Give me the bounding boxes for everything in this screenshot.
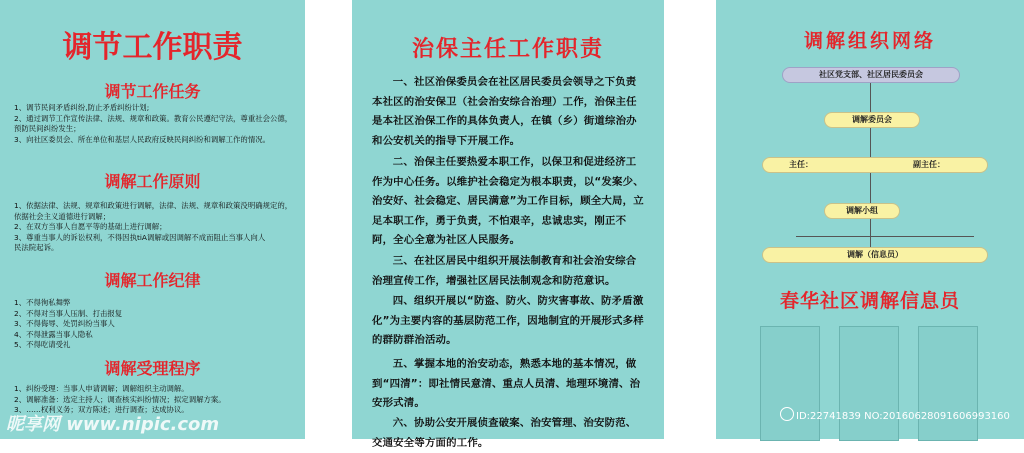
- watermark-id: ID:22741839 NO:20160628091606993160: [796, 411, 1010, 422]
- section-items: 1、不得徇私舞弊 2、不得对当事人压制、打击报复 3、不得侮辱、处罚纠纷当事人 4、不得泄露当事人隐私 5、不得吃请受礼: [14, 298, 123, 350]
- panel3-title: 调解组织网络: [803, 30, 936, 52]
- watermark-circle-icon: [780, 407, 794, 421]
- panel-security-director-duties: [352, 0, 664, 449]
- paragraph: 三、在社区居民中组织开展法制教育和社会治安综合治理宣传工作，增强社区居民法制观念和防范意识。: [372, 255, 637, 287]
- watermark-logo: 昵享网 www.nipic.com: [6, 414, 220, 435]
- org-node-directors: [762, 157, 988, 173]
- panel2-title: 治保主任工作职责: [411, 37, 604, 62]
- panel-mediation-duties: [0, 0, 305, 439]
- section-title: 调解工作纪律: [104, 271, 201, 290]
- section-items: 1、依据法律、法规、规章和政策进行调解，法律、法规、规章和政策没明确规定的，依据社会主义道德进行调解； 2、在双方当事人自愿平等的基础上进行调解； 3、尊重当事人的诉讼权利，不得因执tiA调解或因调解不成而阻止当事人向人 民法院起诉。: [14, 201, 293, 253]
- connector-line: [796, 236, 974, 237]
- paragraph: 四、组织开展以“防盗、防火、防灾害事故、防矛盾激化”为主要内容的基层防范工作，因地制宜的开展形式多样的群防群治活动。: [372, 295, 644, 347]
- org-node-group: 调解小组: [824, 203, 900, 219]
- photo-frame: [918, 326, 978, 441]
- section-title: 调节工作任务: [104, 82, 201, 101]
- deputy-label: 副主任：: [913, 160, 945, 169]
- org-node-committee: 调解委员会: [824, 112, 920, 128]
- paragraph: 五、掌握本地的治安动态，熟悉本地的基本情况，做到“四清”：即社情民意清、重点人员清、地理环境清、治安形式清。: [372, 358, 641, 410]
- org-node-party-branch: 社区党支部、社区居民委员会: [782, 67, 960, 83]
- org-node-informant: 调解（信息员）: [762, 247, 988, 263]
- paragraph: 六、协助公安开展侦查破案、治安管理、治安防范、交通安全等方面的工作。: [372, 417, 637, 449]
- panel1-title: 调节工作职责: [62, 30, 243, 65]
- paragraph: 二、治保主任要热爱本职工作，以保卫和促进经济工作为中心任务。以维护社会稳定为根本职责，以“发案少、治安好、社会稳定、居民满意”为工作目标，顾全大局，立足本职工作，勇于负责，不怕艰辛，忠诚忠实，刚正不阿，全心全意为社区人民服务。: [372, 156, 644, 247]
- director-label: 主任：: [789, 160, 813, 169]
- panel3-subtitle: 春华社区调解信息员: [779, 290, 960, 312]
- photo-frame: [839, 326, 899, 441]
- section-title: 调解工作原则: [104, 172, 201, 191]
- photo-frame: [760, 326, 820, 441]
- paragraph: 一、社区治保委员会在社区居民委员会领导之下负责本社区的治安保卫（社会治安综合治理）工作，治保主任是本社区治保工作的具体负责人，在镇（乡）街道综治办和公安机关的指导下开展工作。: [372, 76, 637, 147]
- section-items: 1、纠纷受理：当事人申请调解；调解组织主动调解。 2、调解准备：选定主持人；调查核实纠纷情况；拟定调解方案。 3、……权利义务；双方陈述；进行调查；达成协议。: [14, 384, 226, 415]
- section-items: 1、调节民间矛盾纠纷,防止矛盾纠纷计划; 2、通过调节工作宣传法律、法规、规章和政策。教育公民遵纪守法，尊重社会公德，预防民间纠纷发生； 3、向社区委员会、所在单位和基层人民政府反映民间纠纷和调解工作的情况。: [14, 103, 293, 144]
- section-title: 调解受理程序: [104, 359, 201, 378]
- panel-mediation-network: [716, 0, 1024, 439]
